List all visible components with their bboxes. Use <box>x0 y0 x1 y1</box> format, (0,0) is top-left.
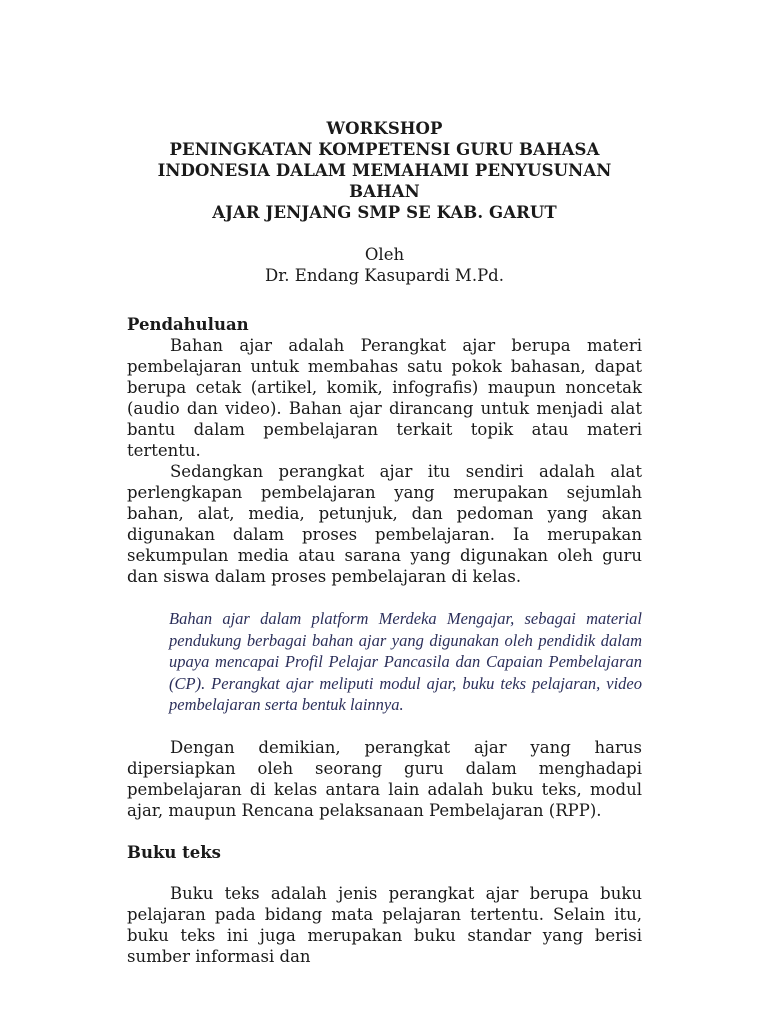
paragraph-closing: Dengan demikian, perangkat ajar yang harus dipersiapkan oleh seorang guru dalam menghadapi pembelajaran di kelas antara lain adalah buku teks, modul ajar, maupun Rencana pelaksanaan Pembelajaran (RPP). <box>127 737 642 820</box>
author-by-label: Oleh <box>364 245 405 264</box>
section-heading-pendahuluan: Pendahuluan <box>127 315 249 334</box>
paragraph-bahan-ajar: Bahan ajar adalah Perangkat ajar berupa materi pembelajaran untuk membahas satu pokok bahasan, dapat berupa cetak (artikel, komik, infografis) maupun noncetak (audio dan video). Bahan ajar dirancang untuk menjadi alat bantu dalam pembelajaran terkait topik atau materi tertentu. <box>127 336 642 460</box>
block-quote: Bahan ajar dalam platform Merdeka Mengajar, sebagai material pendukung berbagai bahan ajar yang digunakan oleh pendidik dalam upaya mencapai Profil Pelajar Pancasila dan Capaian Pembelajaran (CP). Perangkat ajar meliputi modul ajar, buku teks pelajaran, video pembelajaran serta bentuk lainnya. <box>169 609 642 714</box>
document-title <box>127 118 642 223</box>
section-heading-buku-teks: Buku teks <box>127 842 221 862</box>
title-line-3: INDONESIA DALAM MEMAHAMI PENYUSUNAN BAHAN <box>157 161 612 201</box>
document-page <box>127 118 642 967</box>
author-block <box>127 244 642 286</box>
author-name: Dr. Endang Kasupardi M.Pd. <box>265 266 504 285</box>
title-line-4: AJAR JENJANG SMP SE KAB. GARUT <box>212 203 557 222</box>
title-line-1: WORKSHOP <box>326 119 443 138</box>
paragraph-perangkat-ajar: Sedangkan perangkat ajar itu sendiri adalah alat perlengkapan pembelajaran yang merupakan sejumlah bahan, alat, media, petunjuk, dan pedoman yang akan digunakan dalam proses pembelajaran. Ia merupakan sekumpulan media atau sarana yang digunakan oleh guru dan siswa dalam proses pembelajaran di kelas. <box>127 462 642 586</box>
title-line-2: PENINGKATAN KOMPETENSI GURU BAHASA <box>169 140 600 159</box>
paragraph-buku-teks: Buku teks adalah jenis perangkat ajar berupa buku pelajaran pada bidang mata pelajaran tertentu. Selain itu, buku teks ini juga merupakan buku standar yang berisi sumber informasi dan <box>127 883 642 966</box>
